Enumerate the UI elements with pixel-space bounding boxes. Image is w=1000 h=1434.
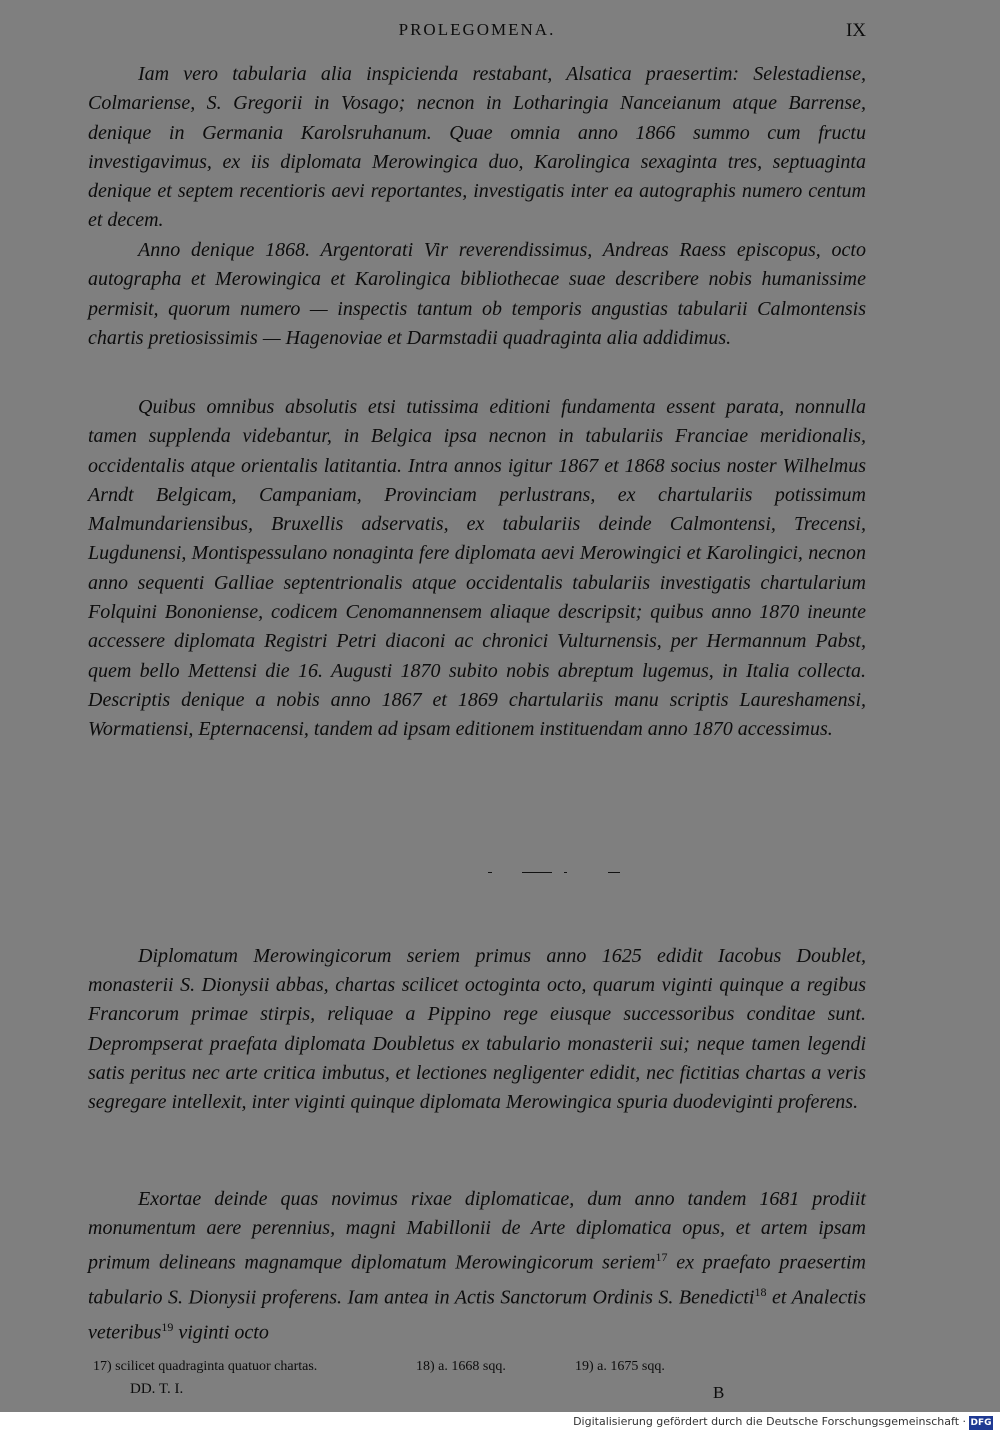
footnote: 17) scilicet quadraginta quatuor chartas. <box>93 1359 318 1374</box>
footnote-ref: 17 <box>655 1250 668 1265</box>
paragraph-text: Exortae deinde quas novimus rixae diplomaticae, dum anno tandem 1681 prodiit monumentum aere perennius, magni Mabillonii de Arte diplomatica opus, et artem ipsam primum delineans magnamque diplomatum Merowingicorum seriem <box>88 1188 866 1275</box>
paragraph <box>88 1185 866 1348</box>
digitization-credit-bar <box>0 1412 1000 1434</box>
credit-text: Digitalisierung gefördert durch die Deutsche Forschungsgemeinschaft · <box>573 1415 966 1428</box>
volume-signature: DD. T. I. <box>130 1381 184 1397</box>
paragraph-text: ex praefato praesertim tabulario S. Dionysii proferens. Iam antea in Actis Sanctorum Ordinis S. Benedicti <box>88 1252 866 1309</box>
paragraph: Diplomatum Merowingicorum seriem primus anno 1625 edidit Iacobus Doublet, monasterii S. Dionysii abbas, chartas scilicet octoginta octo, quarum viginti quinque a regibus Francorum primae stirpis, reliquae a Pippino rege eiusque successoribus conditae sunt. Deprompserat praefata diplomata Doubletus ex tabulario monasterii sui; neque tamen legendi satis peritus nec arte critica imbutus, et lectiones negligenter edidit, nec fictitias chartas a veris segregare intellexit, inter viginti quinque diplomata Merowingica spuria duodeviginti proferens. <box>88 945 866 1114</box>
footnote-ref: 19 <box>161 1320 174 1335</box>
page-number: IX <box>845 20 866 41</box>
paragraph-text: viginti octo <box>173 1321 269 1344</box>
paragraph: Quibus omnibus absolutis etsi tutissima editioni fundamenta essent parata, nonnulla tamen supplenda videbantur, in Belgica ipsa necnon in tabulariis Franciae meridionalis, occidentalis atque orientalis latitantia. Intra annos igitur 1867 et 1868 socius noster Wilhelmus Arndt Belgicam, Campaniam, Provinciam perlustrans, ex chartulariis potissimum Malmundariensibus, Bruxellis adservatis, ex tabulariis deinde Calmontensi, Trecensi, Lugdunensi, Montispessulano nonaginta fere diplomata aevi Merowingici et Karolingici, necnon anno sequenti Galliae septentrionalis atque occidentalis tabulariis investigatis chartularium Folquini Bononiense, codicem Cenomannensem aliaque descripsit; quibus anno 1870 ineunte accessere diplomata Registri Petri diaconi ac chronici Vulturnensis, per Hermannum Pabst, quem bello Mettensi die 16. Augusti 1870 subito nobis abreptum lugemus, in Italia collecta. Descriptis denique a nobis anno 1867 et 1869 chartulariis manu scriptis Laureshamensi, Wormatiensi, Epternacensi, tandem ad ipsam editionem instituendam anno 1870 accessimus. <box>88 396 866 741</box>
paragraph: Anno denique 1868. Argentorati Vir reverendissimus, Andreas Raess episcopus, octo autographa et Merowingica et Karolingica bibliothecae suae describere nobis humanissime permisit, quorum numero — inspectis tantum ob temporis angustias tabularii Calmontensis chartis pretiosissimis — Hagenoviae et Darmstadii quadraginta alia addidimus. <box>88 239 866 349</box>
separator-dash <box>522 872 552 873</box>
footnote: 19) a. 1675 sqq. <box>575 1359 665 1374</box>
paragraph-text: et Analectis veteribus <box>88 1286 866 1344</box>
running-title: PROLEGOMENA. <box>398 20 556 39</box>
section-separator <box>488 872 628 876</box>
paragraph: Iam vero tabularia alia inspicienda restabant, Alsatica praesertim: Selestadiense, Colmariense, S. Gregorii in Vosago; necnon in Lotharingia Nanceianum atque Barrense, denique in Germania Karolsruhanum. Quae omnia anno 1866 summo cum fructu investigavimus, ex iis diplomata Merowingica duo, Karolingica sexaginta tres, septuaginta denique et septem recentioris aevi reportantes, investigatis inter ea autographis numero centum et decem. <box>88 63 866 232</box>
dfg-logo-icon: DFG <box>970 1418 992 1428</box>
separator-dot <box>564 872 567 873</box>
gathering-signature: B <box>713 1383 725 1402</box>
running-head <box>88 20 866 44</box>
separator-dash <box>608 872 620 873</box>
separator-dot <box>488 872 492 873</box>
footnote-ref: 18 <box>754 1285 767 1300</box>
footnote: 18) a. 1668 sqq. <box>416 1359 506 1374</box>
